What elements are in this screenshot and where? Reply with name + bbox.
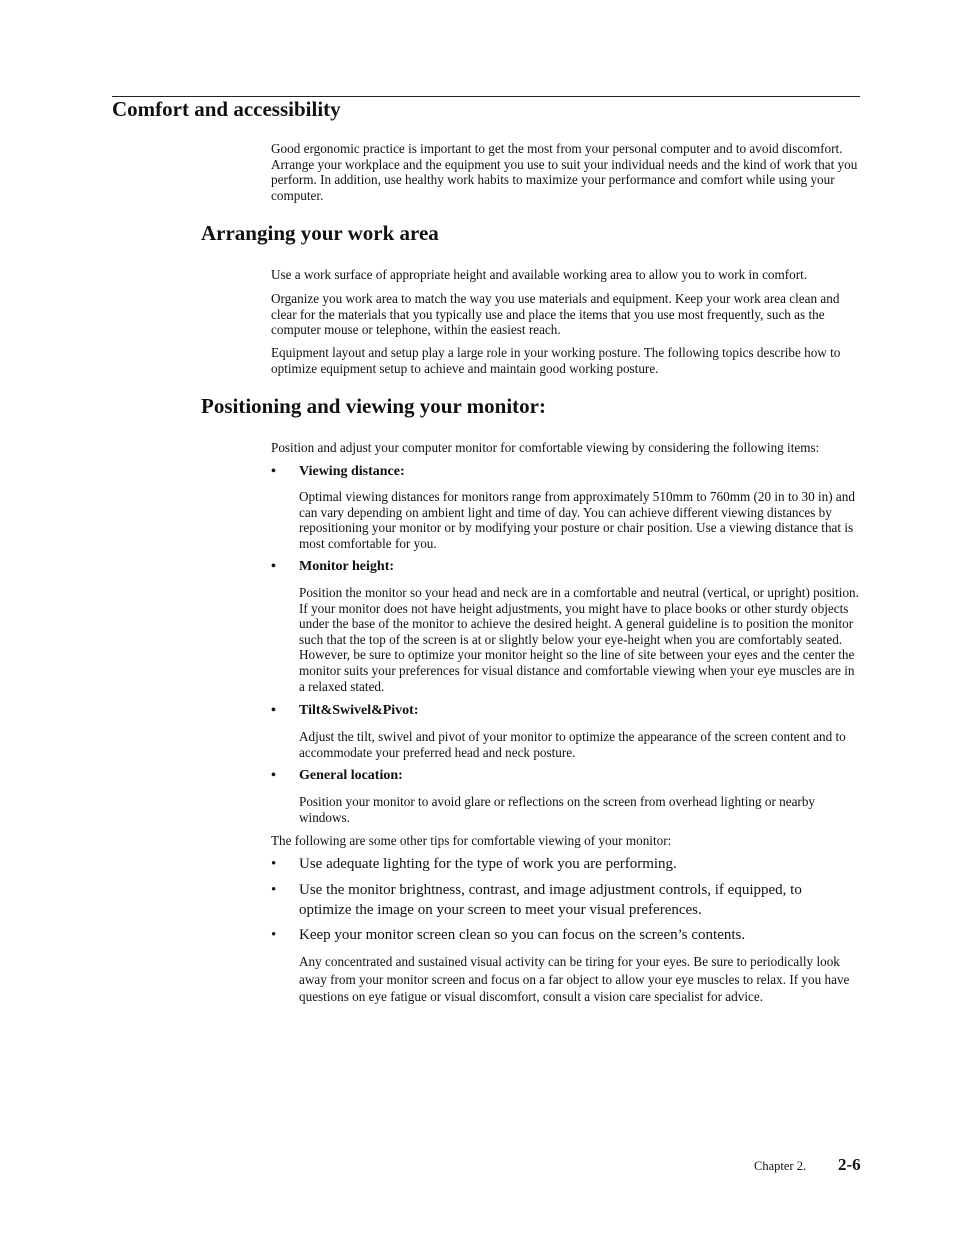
section-title: Comfort and accessibility [112, 97, 341, 121]
bullet-label-general-location: General location: [299, 768, 403, 783]
bullet-item [271, 703, 863, 721]
bullet-marker: • [271, 856, 277, 872]
monitor-intro: Position and adjust your computer monitor for comfortable viewing by considering the following items: [271, 440, 820, 455]
work-area-title: Arranging your work area [201, 221, 439, 245]
monitor-height-text: Position the monitor so your head and neck are in a comfortable and neutral (vertical, or upright) position. If your monitor does not have height adjustments, you might have to place books or other sturdy objects under the base of the monitor to achieve the desired height. A general guideline is to position the monitor such that the top of the screen is at or slightly below your eye-height when you are comfortably seated. However, be sure to optimize your monitor height so the line of site between your eyes and the center the monitor suits your preferences for visual distance and comfortable viewing when your eye muscles are in a relaxed stated. [299, 585, 859, 694]
bullet-label-tilt-swivel-pivot: Tilt&Swivel&Pivot: [299, 703, 419, 718]
bullet-label-monitor-height: Monitor height: [299, 559, 395, 574]
tilt-swivel-pivot-text: Adjust the tilt, swivel and pivot of your monitor to optimize the appearance of the screen content and to accommodate your preferred head and neck posture. [299, 729, 846, 760]
bullet-marker: • [271, 703, 276, 718]
tip-text: Keep your monitor screen clean so you can focus on the screen’s contents. [299, 927, 746, 943]
bullet-marker: • [271, 882, 277, 898]
bullet-label-viewing-distance: Viewing distance: [299, 464, 405, 479]
general-location-text: Position your monitor to avoid glare or reflections on the screen from overhead lighting or nearby windows. [299, 794, 816, 825]
monitor-title: Positioning and viewing your monitor: [201, 394, 546, 418]
tip-text: Use adequate lighting for the type of work you are performing. [299, 856, 677, 872]
work-area-paragraph-2: Organize you work area to match the way you use materials and equipment. Keep your work area clean and clear for the materials that you typically use and place the items that you use most frequently, such as the computer mouse or telephone, within the easiest reach. [271, 291, 840, 338]
tips-intro: The following are some other tips for comfortable viewing of your monitor: [271, 833, 672, 848]
closing-paragraph: Any concentrated and sustained visual activity can be tiring for your eyes. Be sure to periodically look away from your monitor screen and focus on a far object to allow your eye muscles to relax. If you have questions on eye fatigue or visual discomfort, consult a vision care specialist for advice. [299, 954, 850, 1004]
tip-text: Use the monitor brightness, contrast, and image adjustment controls, if equipped, to optimize the image on your screen to meet your visual preferences. [299, 882, 802, 918]
bullet-marker: • [271, 559, 276, 574]
section-intro: Good ergonomic practice is important to get the most from your personal computer and to avoid discomfort. Arrange your workplace and the equipment you use to suit your individual needs and the kind of work that you perform. In addition, use healthy work habits to maximize your performance and comfort while using your computer. [271, 141, 858, 203]
bullet-marker: • [271, 768, 276, 783]
viewing-distance-text: Optimal viewing distances for monitors range from approximately 510mm to 760mm (20 in to 30 in) and can vary depending on ambient light and time of day. You can achieve different viewing distances by repositioning your monitor or by modifying your posture or chair position. Use a viewing distance that is most comfortable for you. [299, 489, 855, 551]
page-number: 2-6 [838, 1155, 861, 1174]
footer-chapter: Chapter 2. [754, 1159, 807, 1173]
bullet-item [271, 768, 863, 786]
bullet-marker: • [271, 464, 276, 479]
bullet-item [271, 559, 863, 577]
bullet-marker: • [271, 927, 277, 943]
work-area-paragraph-3: Equipment layout and setup play a large role in your working posture. The following topics describe how to optimize equipment setup to achieve and maintain good working posture. [271, 345, 841, 376]
work-area-paragraph-1: Use a work surface of appropriate height and available working area to allow you to work in comfort. [271, 267, 808, 282]
bullet-item [271, 464, 863, 482]
